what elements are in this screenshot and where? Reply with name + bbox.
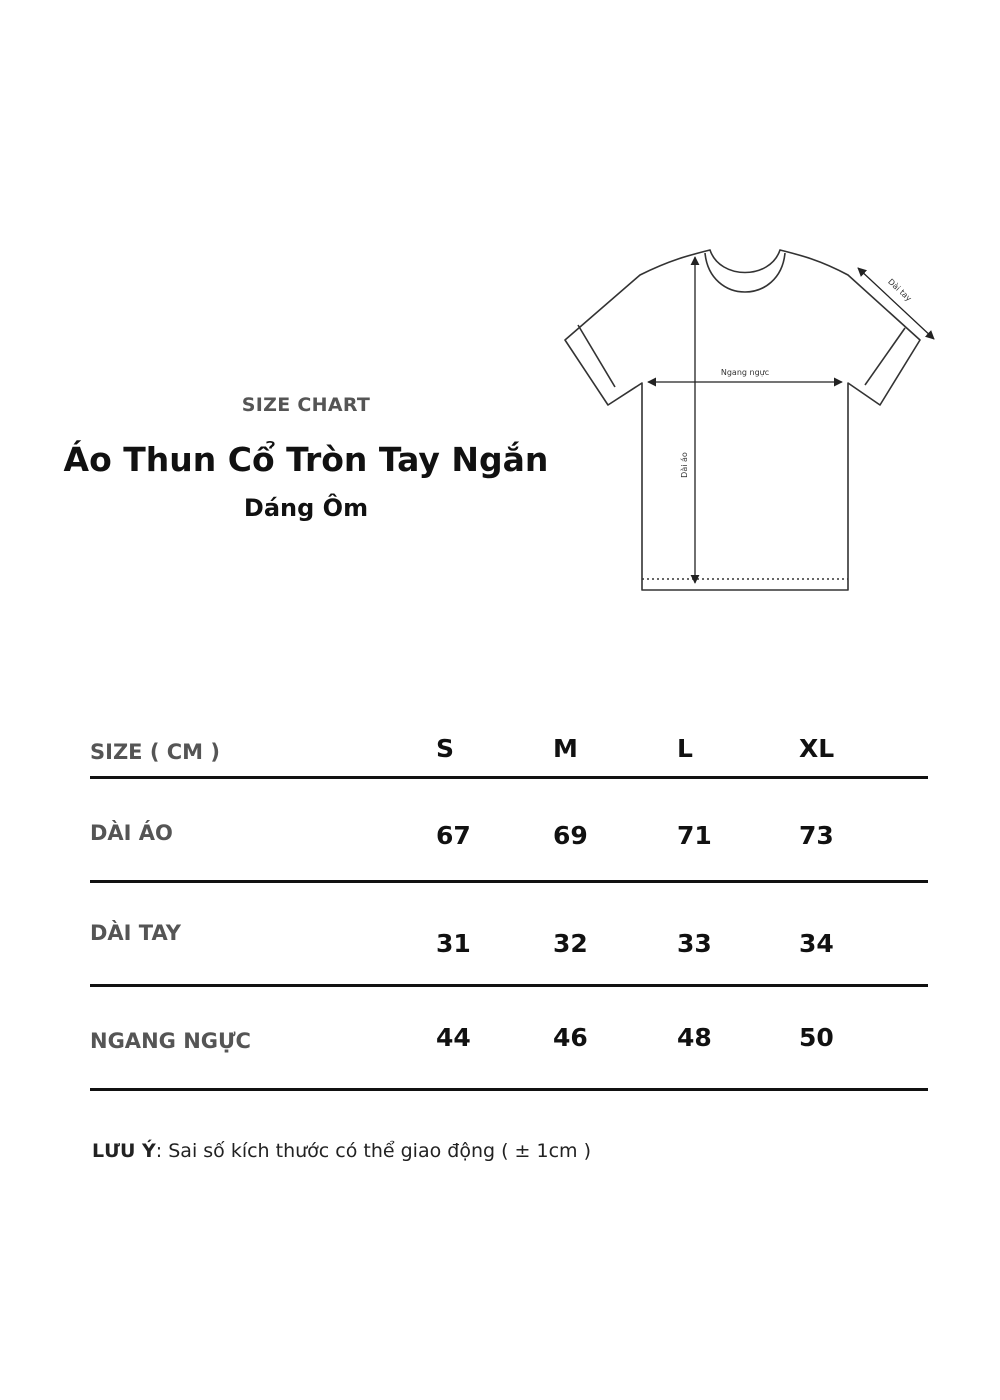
table-cell: 48 — [677, 1023, 712, 1052]
eyebrow-label: SIZE CHART — [241, 394, 371, 416]
length-label: Dài áo — [680, 452, 689, 478]
table-cell: 46 — [553, 1023, 588, 1052]
table-cell: 32 — [553, 929, 588, 958]
measure-arrows — [648, 257, 934, 583]
tshirt-outline — [565, 250, 920, 590]
tolerance-note — [92, 1140, 591, 1162]
row-label: DÀI TAY — [90, 921, 181, 945]
size-header-s: S — [436, 734, 455, 763]
size-header-m: M — [553, 734, 578, 763]
table-cell: 34 — [799, 929, 834, 958]
table-cell: 67 — [436, 821, 471, 850]
table-row — [90, 987, 928, 1091]
sleeve-label: Dài tay — [886, 277, 914, 304]
table-cell: 73 — [799, 821, 834, 850]
table-cell: 31 — [436, 929, 471, 958]
row-label: NGANG NGỰC — [90, 1029, 251, 1053]
product-subtitle: Dáng Ôm — [243, 494, 369, 522]
table-cell: 71 — [677, 821, 712, 850]
size-header-xl: XL — [799, 734, 835, 763]
table-header-row — [90, 720, 928, 779]
row-label: DÀI ÁO — [90, 821, 173, 845]
size-header-l: L — [677, 734, 693, 763]
size-unit-label: SIZE ( CM ) — [90, 740, 220, 764]
product-title: Áo Thun Cổ Tròn Tay Ngắn — [63, 440, 549, 479]
tshirt-diagram — [560, 235, 945, 600]
table-cell: 33 — [677, 929, 712, 958]
table-cell: 44 — [436, 1023, 471, 1052]
table-row — [90, 883, 928, 987]
size-table — [90, 720, 928, 1091]
table-cell: 50 — [799, 1023, 834, 1052]
chest-label: Ngang ngực — [720, 368, 770, 377]
table-row — [90, 779, 928, 883]
table-cell: 69 — [553, 821, 588, 850]
note-label: LƯU Ý — [92, 1140, 156, 1162]
note-text: : Sai số kích thước có thể giao động ( ± 1cm ) — [155, 1140, 591, 1162]
